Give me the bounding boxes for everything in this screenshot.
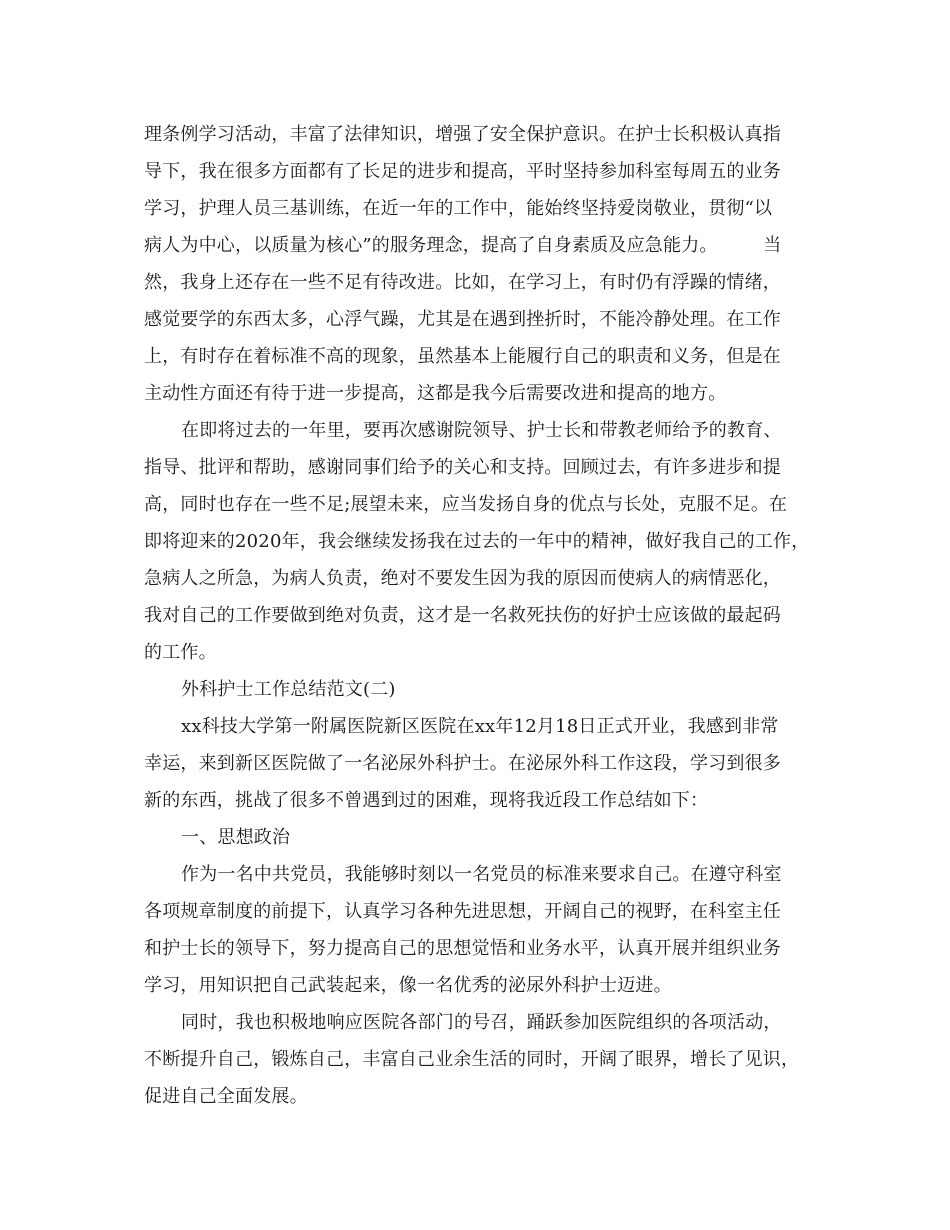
- text-line: 幸运，来到新区医院做了一名泌尿外科护士。在泌尿外科工作这段，学习到很多: [144, 753, 781, 774]
- text-line: 上，有时存在着标准不高的现象，虽然基本上能履行自己的职责和义务，但是在: [144, 346, 781, 367]
- text-line: 同时，我也积极地响应医院各部门的号召，踊跃参加医院组织的各项活动，: [181, 1012, 782, 1033]
- text-line: 和护士长的领导下，努力提高自己的思想觉悟和业务水平，认真开展并组织业务: [144, 938, 781, 959]
- text-line: 在即将过去的一年里，要再次感谢院领导、护士长和带教老师给予的教育、: [181, 420, 782, 441]
- text-line: 的工作。: [144, 642, 217, 663]
- text-line: 感觉要学的东西太多，心浮气躁，尤其是在遇到挫折时，不能冷静处理。在工作: [144, 309, 781, 330]
- text-line: 外科护士工作总结范文(二): [181, 679, 396, 700]
- text-line: 急病人之所急，为病人负责，绝对不要发生因为我的原因而使病人的病情恶化，: [144, 568, 781, 589]
- text-line: 导下，我在很多方面都有了长足的进步和提高，平时坚持参加科室每周五的业务: [144, 161, 781, 182]
- text-line: 理条例学习活动，丰富了法律知识，增强了安全保护意识。在护士长积极认真指: [144, 124, 781, 145]
- text-line: 新的东西，挑战了很多不曾遇到过的困难，现将我近段工作总结如下：: [144, 790, 709, 811]
- text-line: 作为一名中共党员，我能够时刻以一名党员的标准来要求自己。在遵守科室: [181, 864, 782, 885]
- text-line: 即将迎来的2020年，我会继续发扬我在过去的一年中的精神，做好我自己的工作，: [144, 531, 810, 552]
- text-line: 病人为中心，以质量为核心”的服务理念，提高了自身素质及应急能力。 当: [144, 235, 782, 256]
- text-line: 主动性方面还有待于进一步提高，这都是我今后需要改进和提高的地方。: [144, 383, 727, 404]
- text-line: 指导、批评和帮助，感谢同事们给予的关心和支持。回顾过去，有许多进步和提: [144, 457, 781, 478]
- text-line: 学习，护理人员三基训练，在近一年的工作中，能始终坚持爱岗敬业，贯彻“以: [144, 198, 773, 219]
- text-line: 学习，用知识把自己武装起来，像一名优秀的泌尿外科护士迈进。: [144, 975, 672, 996]
- text-line: 促进自己全面发展。: [144, 1086, 308, 1107]
- text-line: 高，同时也存在一些不足;展望未来，应当发扬自身的优点与长处，克服不足。在: [144, 494, 788, 515]
- document-body: [144, 116, 814, 1115]
- text-line: 一、思想政治: [181, 827, 291, 848]
- text-line: 不断提升自己，锻炼自己，丰富自己业余生活的同时，开阔了眼界，增长了见识，: [144, 1049, 800, 1070]
- text-line: 然，我身上还存在一些不足有待改进。比如，在学习上，有时仍有浮躁的情绪，: [144, 272, 781, 293]
- text-line: 我对自己的工作要做到绝对负责，这才是一名救死扶伤的好护士应该做的最起码: [144, 605, 781, 626]
- text-line: xx科技大学第一附属医院新区医院在xx年12月18日正式开业，我感到非常: [181, 716, 779, 737]
- text-line: 各项规章制度的前提下，认真学习各种先进思想，开阔自己的视野，在科室主任: [144, 901, 781, 922]
